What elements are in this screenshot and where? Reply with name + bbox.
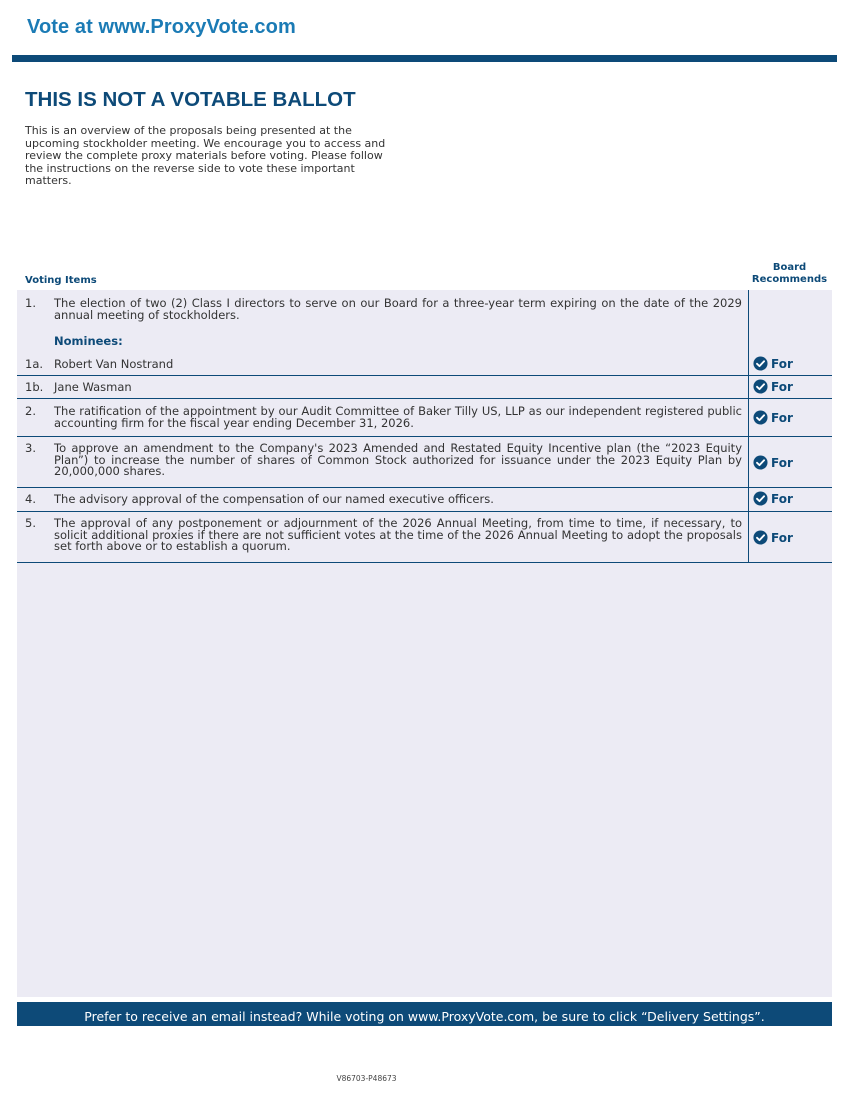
voting-items-header: Voting Items [25,275,97,286]
recommendation-label: For [771,356,793,371]
item-text: Robert Van Nostrand [54,357,174,371]
item-number: 3. [25,441,36,455]
proxyvote-link[interactable]: Vote at www.ProxyVote.com [27,16,296,38]
row-divider [17,398,832,399]
row-divider [17,375,832,376]
board-header-line2: Recommends [751,273,828,285]
recommendation [753,530,793,545]
recommendation [753,455,793,470]
check-circle-icon [753,410,768,425]
row-divider [17,562,832,563]
nominees-label: Nominees: [54,334,123,348]
header-rule [12,55,837,62]
recommendation-label: For [771,491,793,506]
recommendation-label: For [771,455,793,470]
recommendation-label: For [771,379,793,394]
item-number: 5. [25,516,36,530]
check-circle-icon [753,530,768,545]
ballot-panel [17,290,832,997]
item-text: The advisory approval of the compensation of our named executive officers. [54,492,494,506]
recommendation [753,491,793,506]
recommendation [753,410,793,425]
check-circle-icon [753,455,768,470]
item-text: Jane Wasman [54,380,132,394]
item-number: 1a. [25,357,44,371]
item-text: The election of two (2) Class I directors to serve on our Board for a three-year term expiring on the date of the 2029 annual meeting of stockholders. [54,296,742,322]
check-circle-icon [753,491,768,506]
item-text: The approval of any postponement or adjournment of the 2026 Annual Meeting, from time to time, if necessary, to solicit additional proxies if there are not sufficient votes at the time of the 2026 Annual Meeting to adopt the proposals set forth above or to establish a quorum. [54,516,742,553]
item-number: 2. [25,404,36,418]
row-divider [17,511,832,512]
item-text: The ratification of the appointment by our Audit Committee of Baker Tilly US, LLP as our independent registered public accounting firm for the fiscal year ending December 31, 2026. [54,404,742,430]
board-header-line1: Board [772,262,807,273]
item-text: To approve an amendment to the Company's 2023 Amended and Restated Equity Incentive plan (the “2023 Equity Plan”) to increase the number of shares of Common Stock authorized for issuance under the 2023 Equity Plan by 20,000,000 shares. [54,441,742,478]
email-delivery-banner: Prefer to receive an email instead? While voting on www.ProxyVote.com, be sure to click “Delivery Settings”. [17,1002,832,1026]
item-number: 1b. [25,380,44,394]
document-code: V86703-P48673 [336,1074,397,1083]
recommendation-label: For [771,530,793,545]
recommendation [753,379,793,394]
board-recommends-header [747,262,832,285]
row-divider [17,436,832,437]
page-title: THIS IS NOT A VOTABLE BALLOT [25,88,356,111]
recommendation-label: For [771,410,793,425]
column-divider [748,290,749,563]
recommendation [753,356,793,371]
check-circle-icon [753,356,768,371]
row-divider [17,487,832,488]
check-circle-icon [753,379,768,394]
item-number: 1. [25,296,36,310]
item-number: 4. [25,492,36,506]
intro-paragraph: This is an overview of the proposals being presented at the upcoming stockholder meeting. We encourage you to access and review the complete proxy materials before voting. Please follow the instructions on the reverse side to vote these important matters. [25,124,386,187]
